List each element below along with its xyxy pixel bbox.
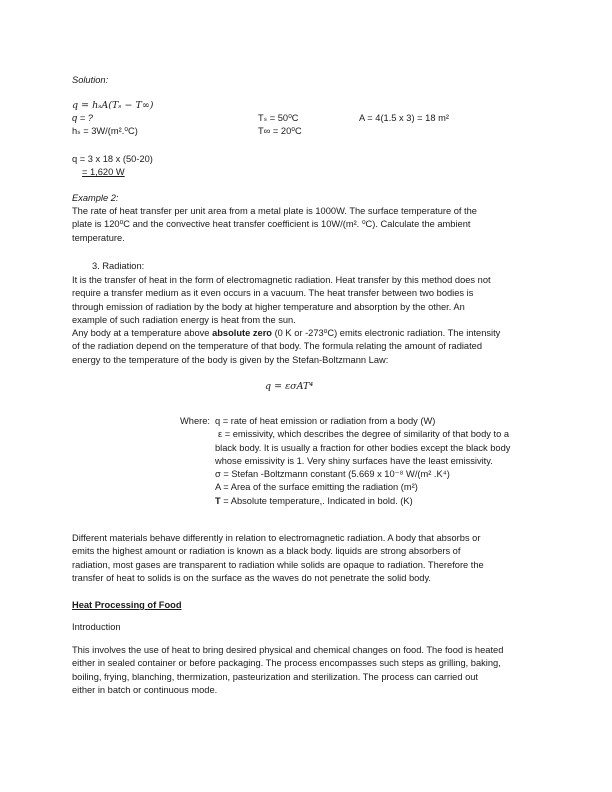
given-q: q = ? bbox=[72, 113, 93, 123]
text-line: The rate of heat transfer per unit area from a metal plate is 1000W. The surface temperature of the bbox=[72, 206, 477, 216]
definition: ε = emissivity, which describes the degree of similarity of that body to a bbox=[218, 429, 510, 440]
text-line: radiation, most gases are transparent to radiation while solids are opaque to radiation. Therefore the bbox=[72, 559, 484, 570]
intro-paragraph bbox=[72, 644, 503, 697]
definition: σ = Stefan -Boltzmann constant (5.669 x 10⁻⁸ W/(m² .K⁴) bbox=[215, 469, 450, 480]
text-line: It is the transfer of heat in the form of electromagnetic radiation. Heat transfer by this method does not bbox=[72, 275, 491, 285]
text-line bbox=[72, 327, 500, 340]
materials-paragraph bbox=[72, 532, 484, 585]
radiation-paragraph bbox=[72, 274, 500, 367]
definition: whose emissivity is 1. Very shiny surfaces have the least emissivity. bbox=[215, 455, 493, 466]
text-line: either in sealed container or before packaging. The process encompasses such steps as grilling, baking, bbox=[72, 658, 501, 669]
text-line: plate is 120⁰C and the convective heat transfer coefficient is 10W/(m². ⁰C). Calculate the ambient bbox=[72, 219, 471, 230]
where-label: Where: bbox=[180, 416, 210, 426]
definition: A = Area of the surface emitting the radiation (m²) bbox=[215, 482, 418, 493]
text-line: require a transfer medium as it even occurs in a vacuum. The heat transfer between two bodies is bbox=[72, 288, 474, 299]
text-line: boiling, frying, blanching, thermization, pasteurization and sterilization. The process can carried out bbox=[72, 671, 479, 682]
text-line: example of such radiation energy is heat from the sun. bbox=[72, 314, 296, 325]
definitions bbox=[215, 415, 510, 508]
text-line: emits the highest amount or radiation is known as a black body. liquids are strong absorbers of bbox=[72, 546, 461, 557]
text-span: (0 K or -273⁰C) emits electronic radiation. The intensity bbox=[272, 328, 501, 339]
text-line: of the radiation depend on the temperature of that body. The formula relating the amount of radiated bbox=[72, 341, 483, 352]
text-line: transfer of heat to solids is on the surface as the waves do not penetrate the solid body. bbox=[72, 572, 432, 583]
text-span: = Absolute temperature,. Indicated in bold. (K) bbox=[220, 495, 413, 506]
definition: q = rate of heat emission or radiation from a body (W) bbox=[215, 416, 436, 426]
stefan-boltzmann-formula: q = εσAT⁴ bbox=[265, 381, 314, 392]
radiation-heading: 3. Radiation: bbox=[92, 261, 145, 271]
text-line: Different materials behave differently in relation to electromagnetic radiation. A body that absorbs or bbox=[72, 533, 481, 543]
intro-heading: Introduction bbox=[72, 622, 121, 632]
text-span: Any body at a temperature above bbox=[72, 328, 213, 339]
bold-term: T bbox=[215, 495, 221, 506]
definition: black body. It is usually a fraction for other bodies except the black body bbox=[215, 442, 511, 453]
calc-result: = 1,620 W bbox=[82, 167, 125, 177]
text-line: This involves the use of heat to bring desired physical and chemical changes on food. The food is heated bbox=[72, 645, 504, 655]
convection-equation: q = hₛA(Tₛ − T∞) bbox=[72, 100, 154, 111]
text-line: temperature. bbox=[72, 232, 125, 243]
example-label: Example 2: bbox=[72, 193, 119, 203]
given-area: A = 4(1.5 x 3) = 18 m² bbox=[359, 113, 449, 123]
example-text bbox=[72, 205, 477, 245]
calc-line: q = 3 x 18 x (50-20) bbox=[72, 154, 153, 164]
section-heading: Heat Processing of Food bbox=[72, 600, 182, 610]
definition bbox=[215, 495, 510, 508]
given-tinf: T∞ = 20⁰C bbox=[258, 126, 302, 136]
given-ts: Tₛ = 50⁰C bbox=[258, 113, 299, 123]
text-line: energy to the temperature of the body is given by the Stefan-Boltzmann Law: bbox=[72, 354, 389, 365]
text-line: through emission of radiation by the body at higher temperature and absorption by the other. An bbox=[72, 301, 465, 312]
given-hs: hₛ = 3W/(m².⁰C) bbox=[72, 126, 138, 136]
text-line: either in batch or continuous mode. bbox=[72, 684, 218, 695]
bold-term: absolute zero bbox=[212, 328, 272, 339]
solution-label: Solution: bbox=[72, 75, 109, 85]
